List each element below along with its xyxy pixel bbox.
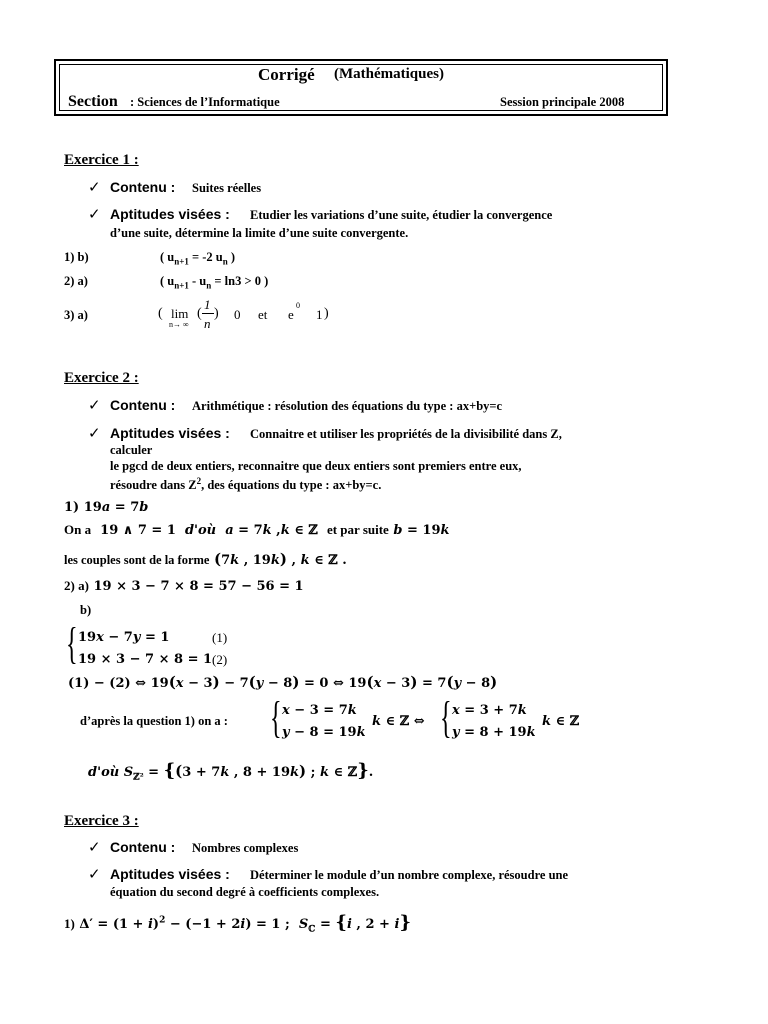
doc-subject: (Mathématiques) [334,66,444,82]
ex2-q2b: b) [80,603,92,617]
ex1-a3-lim: lim [171,306,189,321]
ex2-sys2-eq1: x − 3 = 7k [282,703,357,718]
ex1-aptitudes-line1: Etudier les variations d’une suite, étudier la convergence [250,208,553,222]
check-icon: ✓ [88,178,101,196]
ex1-aptitudes-line2: d’une suite, détermine la limite d’une suite convergente. [110,226,409,240]
ex3-aptitudes-line2: équation du second degré à coefficients complexes. [110,885,380,899]
ex3-contenu-label: Contenu : [110,839,176,855]
ex2-sys3-eq1: x = 3 + 7k [452,703,527,718]
ex1-a1: ( $u_{n+1} = -2$ $u_n$ ) [160,250,236,267]
ex3-aptitudes-label: Aptitudes visées : [110,866,230,882]
ex1-q2: 2) a) [64,274,88,288]
ex3-q1: 1) $\Delta' = (1 + i)^2 - (-1 + 2i) = 1$ ; $S_ℂ = \{i$ , 2 + i} [64,912,412,935]
ex1-q3: 3) a) [64,308,88,322]
ex2-aptitudes-line4: résoudre dans $Z^2$, des équations du type : ax+by=c. [110,476,382,493]
ex2-system-eq2: 19 × 3 − 7 × 8 = 1 [78,652,213,667]
ex2-contenu-label: Contenu : [110,397,176,413]
ex2-dapres: d’après la question 1) on a : [80,714,228,728]
ex1-contenu-value: Suites réelles [192,181,262,195]
left-brace: { [66,619,78,668]
ex1-a2: ( $u_{n+1} - u_n = \ln 3 > 0$ ) [160,274,269,291]
ex3-contenu-value: Nombres complexes [192,841,299,855]
ex1-a3-one: 1 [316,307,323,322]
ex1-a3-zero: 0 [234,307,241,322]
ex1-a3-paren-close: ) [214,306,219,321]
ex2-aptitudes-label: Aptitudes visées : [110,425,230,441]
ex2-sys2-eq2: y − 8 = 19k [282,725,366,740]
check-icon: ✓ [88,838,101,856]
ex1-a3-close: ) [324,306,329,321]
check-icon: ✓ [88,396,101,414]
ex1-a3-paren: ( [197,306,202,321]
ex2-system-tag1: (1) [212,630,228,645]
ex3-title: Exercice 3 : [64,813,139,829]
ex2-system-eq1: 19x − 7y = 1 [78,630,170,645]
section-value: : Sciences de l’Informatique [130,95,280,109]
ex2-aptitudes-line3: le pgcd de deux entiers, reconnaitre que deux entiers sont premiers entre eux, [110,459,522,473]
ex2-q2a: 2) a) 19 × 3 − 7 × 8 = 57 − 56 = 1 [64,578,304,594]
left-brace: { [270,693,282,742]
ex2-title: Exercice 2 : [64,370,139,386]
ex1-q1: 1) b) [64,250,89,264]
left-brace: { [440,693,452,742]
ex2-contenu-value: Arithmétique : résolution des équations du type : ax+by=c [192,399,503,413]
ex2-aptitudes-line2: calculer [110,443,153,457]
check-icon: ✓ [88,865,101,883]
ex1-a3-lim-sub: n→ ∞ [169,320,189,329]
ex2-sys3-eq2: y = 8 + 19k [452,725,536,740]
ex2-q1: 1) 19a = 7b [64,500,149,515]
ex1-contenu-label: Contenu : [110,179,176,195]
ex2-sys3-k: k ∈ ℤ [542,714,580,729]
ex1-a3-exp: 0 [296,301,300,310]
check-icon: ✓ [88,424,101,442]
check-icon: ✓ [88,205,101,223]
section-label: Section [68,93,118,110]
ex1-a3-num: 1 [204,297,211,312]
ex1-a3-den: n [204,316,211,331]
ex2-system-tag2: (2) [212,652,228,667]
ex2-subtraction-line: (1) − (2) ⇔ 19(x − 3) − 7(y − 8) = 0 ⇔ 19(x − 3) = 7(y − 8) [68,673,498,691]
ex2-couples-line: les couples sont de la forme (7k , 19k) , k ∈ ℤ . [64,550,347,568]
ex1-title: Exercice 1 : [64,152,139,168]
ex2-solution-set: d'où $S_{ℤ^2} = \{(3 + 7k$ , 8 + 19k) ; k ∈ ℤ}. [88,760,374,783]
ex2-aptitudes-line1: Connaitre et utiliser les propriétés de la divisibilité dans Z, [250,427,562,441]
ex1-a3-e: e [288,307,294,322]
ex2-sys2-k: k ∈ ℤ ⇔ [372,714,425,729]
ex2-on-a-line: On a 19 ∧ 7 = 1 d'où a = 7k ,k ∈ ℤ et par suite b = 19k [64,522,450,538]
ex3-aptitudes-line1: Déterminer le module d’un nombre complexe, résoudre une [250,868,569,882]
fraction-bar [202,313,214,314]
ex1-a3-open: ( [158,306,163,321]
ex1-a3-et: et [258,307,268,322]
doc-title: Corrigé [258,65,315,84]
ex1-aptitudes-label: Aptitudes visées : [110,206,230,222]
session-label: Session principale 2008 [500,95,625,109]
